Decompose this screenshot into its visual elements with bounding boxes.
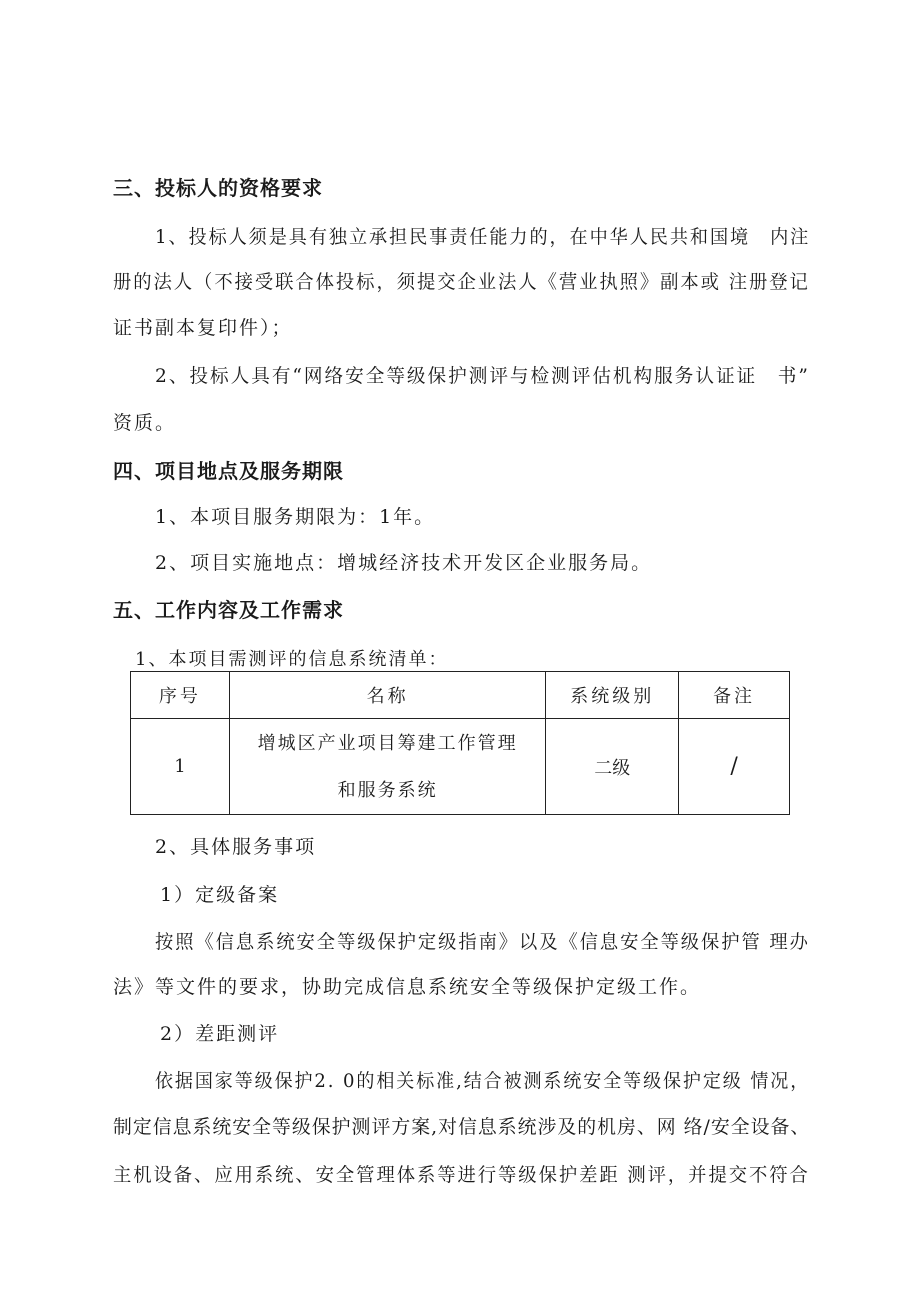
section4-item1: 1、本项目服务期限为：1年。 xyxy=(155,506,436,528)
services-title: 2、具体服务事项 xyxy=(155,836,317,858)
section4-heading: 四、项目地点及服务期限 xyxy=(113,459,344,483)
cell-no: 1 xyxy=(131,719,230,815)
header-level: 系统级别 xyxy=(546,672,679,719)
cell-name-line2: 和服务系统 xyxy=(337,779,438,801)
sub1-title: 1）定级备案 xyxy=(160,884,280,906)
sub1-line2: 法》等文件的要求，协助完成信息系统安全等级保护定级工作。 xyxy=(113,976,702,998)
header-note: 备注 xyxy=(679,672,790,719)
sub2-line2: 制定信息系统安全等级保护测评方案,对信息系统涉及的机房、网 络/安全设备、 xyxy=(113,1116,811,1138)
table-row xyxy=(131,719,790,815)
sub1-line1: 按照《信息系统安全等级保护定级指南》以及《信息安全等级保护管 理办 xyxy=(155,931,810,953)
section3-item1-line3: 证书副本复印件）； xyxy=(113,317,293,339)
section3-item1-line1: 1、投标人须是具有独立承担民事责任能力的，在中华人民共和国境 内注 xyxy=(155,226,811,248)
section5-heading: 五、工作内容及工作需求 xyxy=(113,598,344,622)
system-list-table xyxy=(130,671,790,815)
cell-level: 二级 xyxy=(546,719,679,815)
cell-name-line1: 增城区产业项目筹建工作管理 xyxy=(257,732,518,754)
section3-item2-line1: 2、投标人具有“网络安全等级保护测评与检测评估机构服务认证证 书” xyxy=(155,365,810,387)
header-name: 名称 xyxy=(229,672,545,719)
section4-item2: 2、项目实施地点：增城经济技术开发区企业服务局。 xyxy=(155,552,653,574)
section3-item1-line2: 册的法人（不接受联合体投标，须提交企业法人《营业执照》副本或 注册登记 xyxy=(113,271,810,293)
table-header-row xyxy=(131,672,790,719)
header-no: 序号 xyxy=(131,672,230,719)
system-list-intro: 1、本项目需测评的信息系统清单： xyxy=(135,649,449,670)
sub2-line3: 主机设备、应用系统、安全管理体系等进行等级保护差距 测评，并提交不符合 xyxy=(113,1164,810,1186)
section3-item2-line2: 资质。 xyxy=(113,412,177,434)
sub2-line1: 依据国家等级保护2. 0的相关标准,结合被测系统安全等级保护定级 情况， xyxy=(155,1070,811,1092)
sub2-title: 2）差距测评 xyxy=(160,1023,280,1045)
cell-name xyxy=(229,719,545,815)
section3-heading: 三、投标人的资格要求 xyxy=(113,176,323,200)
cell-note: / xyxy=(679,719,790,815)
